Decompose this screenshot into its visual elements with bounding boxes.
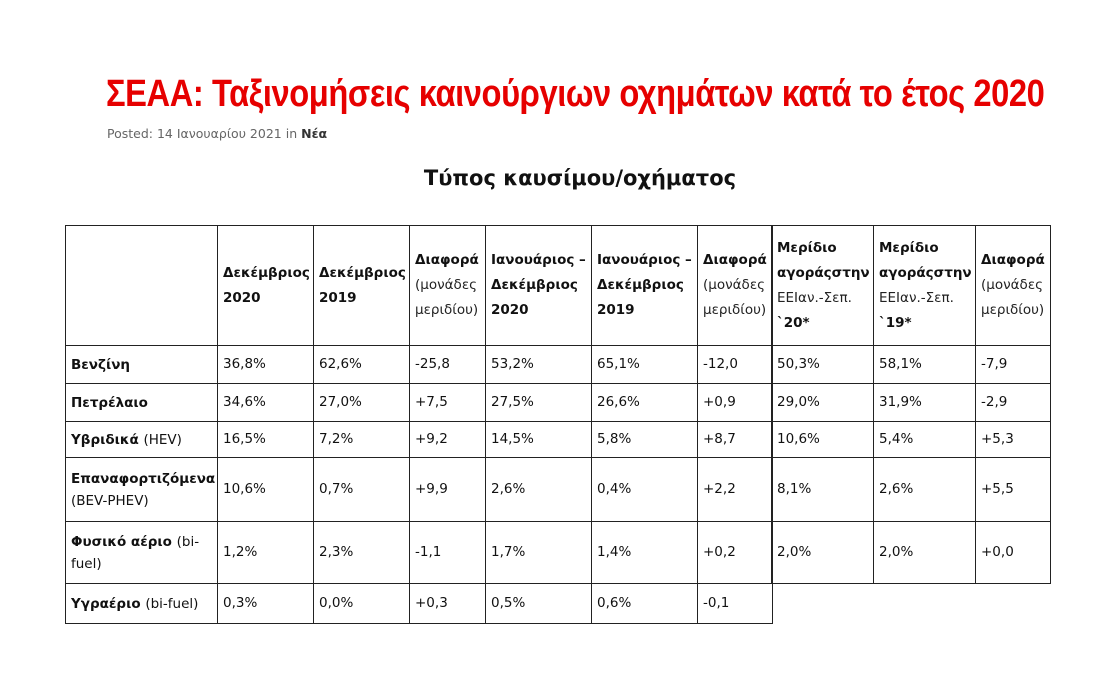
column-header-text: (μονάδες μεριδίου)	[981, 277, 1045, 318]
table-cell: +0,3	[410, 584, 486, 624]
row-label-main: Βενζίνη	[71, 356, 131, 373]
table-cell: 58,1%	[874, 346, 976, 384]
table-cell: 0,3%	[218, 584, 314, 624]
registrations-table	[65, 225, 773, 624]
column-header-text: Δεκέμβριος 2020	[223, 264, 310, 306]
table-cell: +9,9	[410, 458, 486, 522]
table-row	[66, 422, 773, 458]
eu-share-table	[771, 225, 1051, 584]
table-cell: 8,1%	[772, 458, 874, 522]
table-cell: 0,7%	[314, 458, 410, 522]
posted-label: Posted:	[107, 126, 153, 141]
table-cell: 0,4%	[592, 458, 698, 522]
table-cell: 2,0%	[874, 522, 976, 584]
table-row	[66, 458, 773, 522]
row-label-main: Πετρέλαιο	[71, 394, 148, 411]
column-header-text: Ιανουάριος –Δεκέμβριος 2020	[491, 252, 586, 318]
table-cell: +5,5	[976, 458, 1051, 522]
table-cell: 7,2%	[314, 422, 410, 458]
row-label	[66, 384, 218, 422]
eu-table-row	[772, 522, 1051, 584]
column-header-text: Διαφορά	[415, 252, 479, 268]
column-header-text: Ιανουάριος –Δεκέμβριος 2019	[597, 252, 692, 318]
table-cell: -12,0	[698, 346, 773, 384]
table-cell: 16,5%	[218, 422, 314, 458]
row-label-main: Φυσικό αέριο	[71, 533, 172, 550]
table-row	[66, 346, 773, 384]
in-label: in	[285, 126, 298, 141]
table-cell: 27,0%	[314, 384, 410, 422]
table-cell: 0,5%	[486, 584, 592, 624]
table-cell: 36,8%	[218, 346, 314, 384]
eu-table-row	[772, 422, 1051, 458]
column-header-text: ΕΕΙαν.-Σεπ.	[879, 289, 954, 306]
column-header	[314, 226, 410, 346]
table-cell: +5,3	[976, 422, 1051, 458]
table-row	[66, 384, 773, 422]
row-label-note: (HEV)	[143, 431, 182, 448]
table-cell: 2,6%	[874, 458, 976, 522]
table-cell: 29,0%	[772, 384, 874, 422]
table-cell: -1,1	[410, 522, 486, 584]
table-row	[66, 522, 773, 584]
row-label-note: (bi-fuel)	[71, 533, 200, 572]
eu-header-row	[772, 226, 1051, 346]
table-cell: +0,2	[698, 522, 773, 584]
table-subtitle: Τύπος καυσίμου/οχήματος	[423, 166, 737, 190]
eu-table-row	[772, 384, 1051, 422]
column-header-text: Μερίδιο αγοράςστην	[777, 239, 870, 281]
table-cell: 5,8%	[592, 422, 698, 458]
article-title: ΣΕΑΑ: Ταξινομήσεις καινούργιων οχημάτων κατά το έτος 2020	[106, 73, 1045, 115]
column-header	[592, 226, 698, 346]
post-meta	[107, 126, 327, 141]
table-cell: 5,4%	[874, 422, 976, 458]
table-cell: 2,3%	[314, 522, 410, 584]
category-link[interactable]: Νέα	[301, 126, 328, 141]
row-label	[66, 584, 218, 624]
table-cell: +0,0	[976, 522, 1051, 584]
table-cell: +0,9	[698, 384, 773, 422]
row-label-main: Επαναφορτιζόμενα	[71, 470, 216, 487]
column-header	[410, 226, 486, 346]
posted-date: 14 Ιανουαρίου 2021	[156, 126, 282, 141]
row-label-main: Υγραέριο	[71, 595, 141, 612]
row-label-main: Υβριδικά	[71, 431, 139, 448]
row-label-note: (BEV-PHEV)	[71, 492, 149, 509]
column-header-text: Μερίδιο αγοράςστην	[879, 239, 972, 281]
row-label	[66, 522, 218, 584]
eu-table-row	[772, 458, 1051, 522]
table-cell: -7,9	[976, 346, 1051, 384]
column-header-text: Δεκέμβριος 2019	[319, 264, 406, 306]
row-label	[66, 422, 218, 458]
table-cell: 65,1%	[592, 346, 698, 384]
row-label	[66, 346, 218, 384]
column-header	[486, 226, 592, 346]
column-header-text: Διαφορά	[703, 252, 767, 268]
table-cell: 34,6%	[218, 384, 314, 422]
table-cell: 50,3%	[772, 346, 874, 384]
table-cell: 1,4%	[592, 522, 698, 584]
table-cell: -25,8	[410, 346, 486, 384]
row-label-note: (bi-fuel)	[145, 595, 199, 612]
column-header	[976, 226, 1051, 346]
column-header	[66, 226, 218, 346]
table-cell: 0,0%	[314, 584, 410, 624]
table-cell: 14,5%	[486, 422, 592, 458]
column-header-text: (μονάδες μεριδίου)	[703, 277, 767, 318]
table-row	[66, 584, 773, 624]
table-cell: 1,7%	[486, 522, 592, 584]
column-header	[698, 226, 773, 346]
table-cell: +8,7	[698, 422, 773, 458]
column-header-text: `20*	[777, 314, 810, 331]
table-cell: 1,2%	[218, 522, 314, 584]
table-header-row	[66, 226, 773, 346]
table-cell: +7,5	[410, 384, 486, 422]
eu-table-row	[772, 346, 1051, 384]
table-cell: 2,0%	[772, 522, 874, 584]
table-cell: 10,6%	[772, 422, 874, 458]
column-header-text: (μονάδες μεριδίου)	[415, 277, 479, 318]
column-header	[874, 226, 976, 346]
column-header	[218, 226, 314, 346]
row-label	[66, 458, 218, 522]
table-cell: +9,2	[410, 422, 486, 458]
table-cell: 10,6%	[218, 458, 314, 522]
table-cell: 0,6%	[592, 584, 698, 624]
table-cell: 2,6%	[486, 458, 592, 522]
table-cell: -0,1	[698, 584, 773, 624]
table-cell: +2,2	[698, 458, 773, 522]
table-cell: 27,5%	[486, 384, 592, 422]
table-cell: 53,2%	[486, 346, 592, 384]
table-cell: -2,9	[976, 384, 1051, 422]
column-header	[772, 226, 874, 346]
column-header-text: `19*	[879, 314, 912, 331]
column-header-text: Διαφορά	[981, 252, 1045, 268]
column-header-text: ΕΕΙαν.-Σεπ.	[777, 289, 852, 306]
table-cell: 31,9%	[874, 384, 976, 422]
table-cell: 62,6%	[314, 346, 410, 384]
table-cell: 26,6%	[592, 384, 698, 422]
